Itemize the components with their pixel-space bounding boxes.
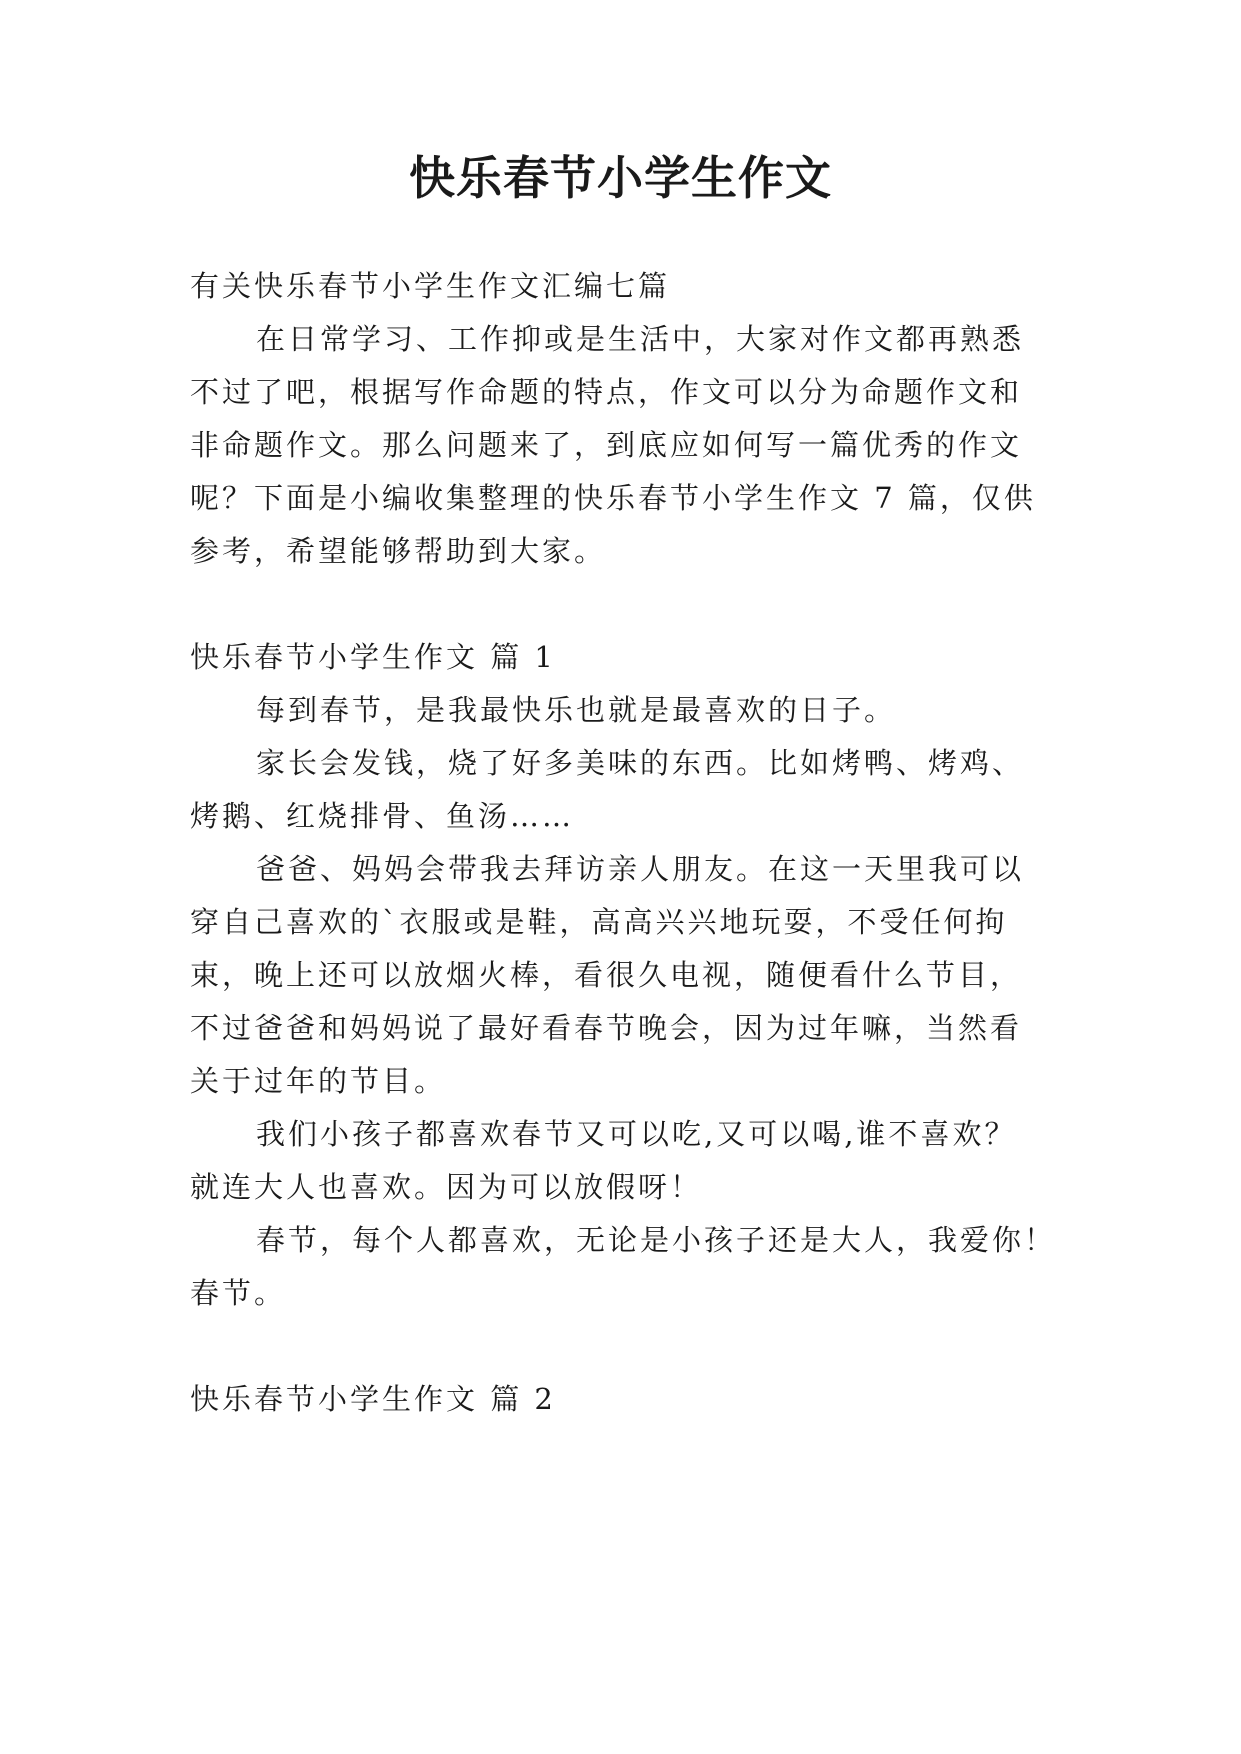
section1-line: 春节。 [190,1276,287,1310]
section1-line: 春节，每个人都喜欢，无论是小孩子还是大人，我爱你！ [256,1223,1057,1257]
section1-line: 烤鹅、红烧排骨、鱼汤…… [190,799,575,833]
section1-line: 家长会发钱，烧了好多美味的东西。比如烤鸭、烤鸡、 [256,746,1025,780]
section1-line: 穿自己喜欢的`衣服或是鞋，高高兴兴地玩耍，不受任何拘 [190,905,1008,939]
section1-line: 我们小孩子都喜欢春节又可以吃,又可以喝,谁不喜欢？ [256,1117,1017,1151]
section1-line: 不过爸爸和妈妈说了最好看春节晚会，因为过年嘛，当然看 [190,1011,1023,1045]
intro-line: 在日常学习、工作抑或是生活中，大家对作文都再熟悉 [256,322,1025,356]
section1-line: 每到春节，是我最快乐也就是最喜欢的日子。 [256,693,897,727]
section1-line: 爸爸、妈妈会带我去拜访亲人朋友。在这一天里我可以 [256,852,1025,886]
document-title: 快乐春节小学生作文 [409,151,832,205]
section1-line: 关于过年的节目。 [190,1064,447,1098]
section1-line: 束，晚上还可以放烟火棒，看很久电视，随便看什么节目， [190,958,1023,992]
intro-heading: 有关快乐春节小学生作文汇编七篇 [190,269,671,303]
intro-line: 不过了吧，根据写作命题的特点，作文可以分为命题作文和 [190,375,1023,409]
section-heading-2: 快乐春节小学生作文 篇 2 [190,1382,556,1416]
section1-line: 就连大人也喜欢。因为可以放假呀！ [190,1170,703,1204]
intro-line: 非命题作文。那么问题来了，到底应如何写一篇优秀的作文 [190,428,1023,462]
intro-line: 呢？下面是小编收集整理的快乐春节小学生作文 7 篇，仅供 [190,481,1036,515]
section-heading-1: 快乐春节小学生作文 篇 1 [190,640,556,674]
intro-line: 参考，希望能够帮助到大家。 [190,534,607,568]
